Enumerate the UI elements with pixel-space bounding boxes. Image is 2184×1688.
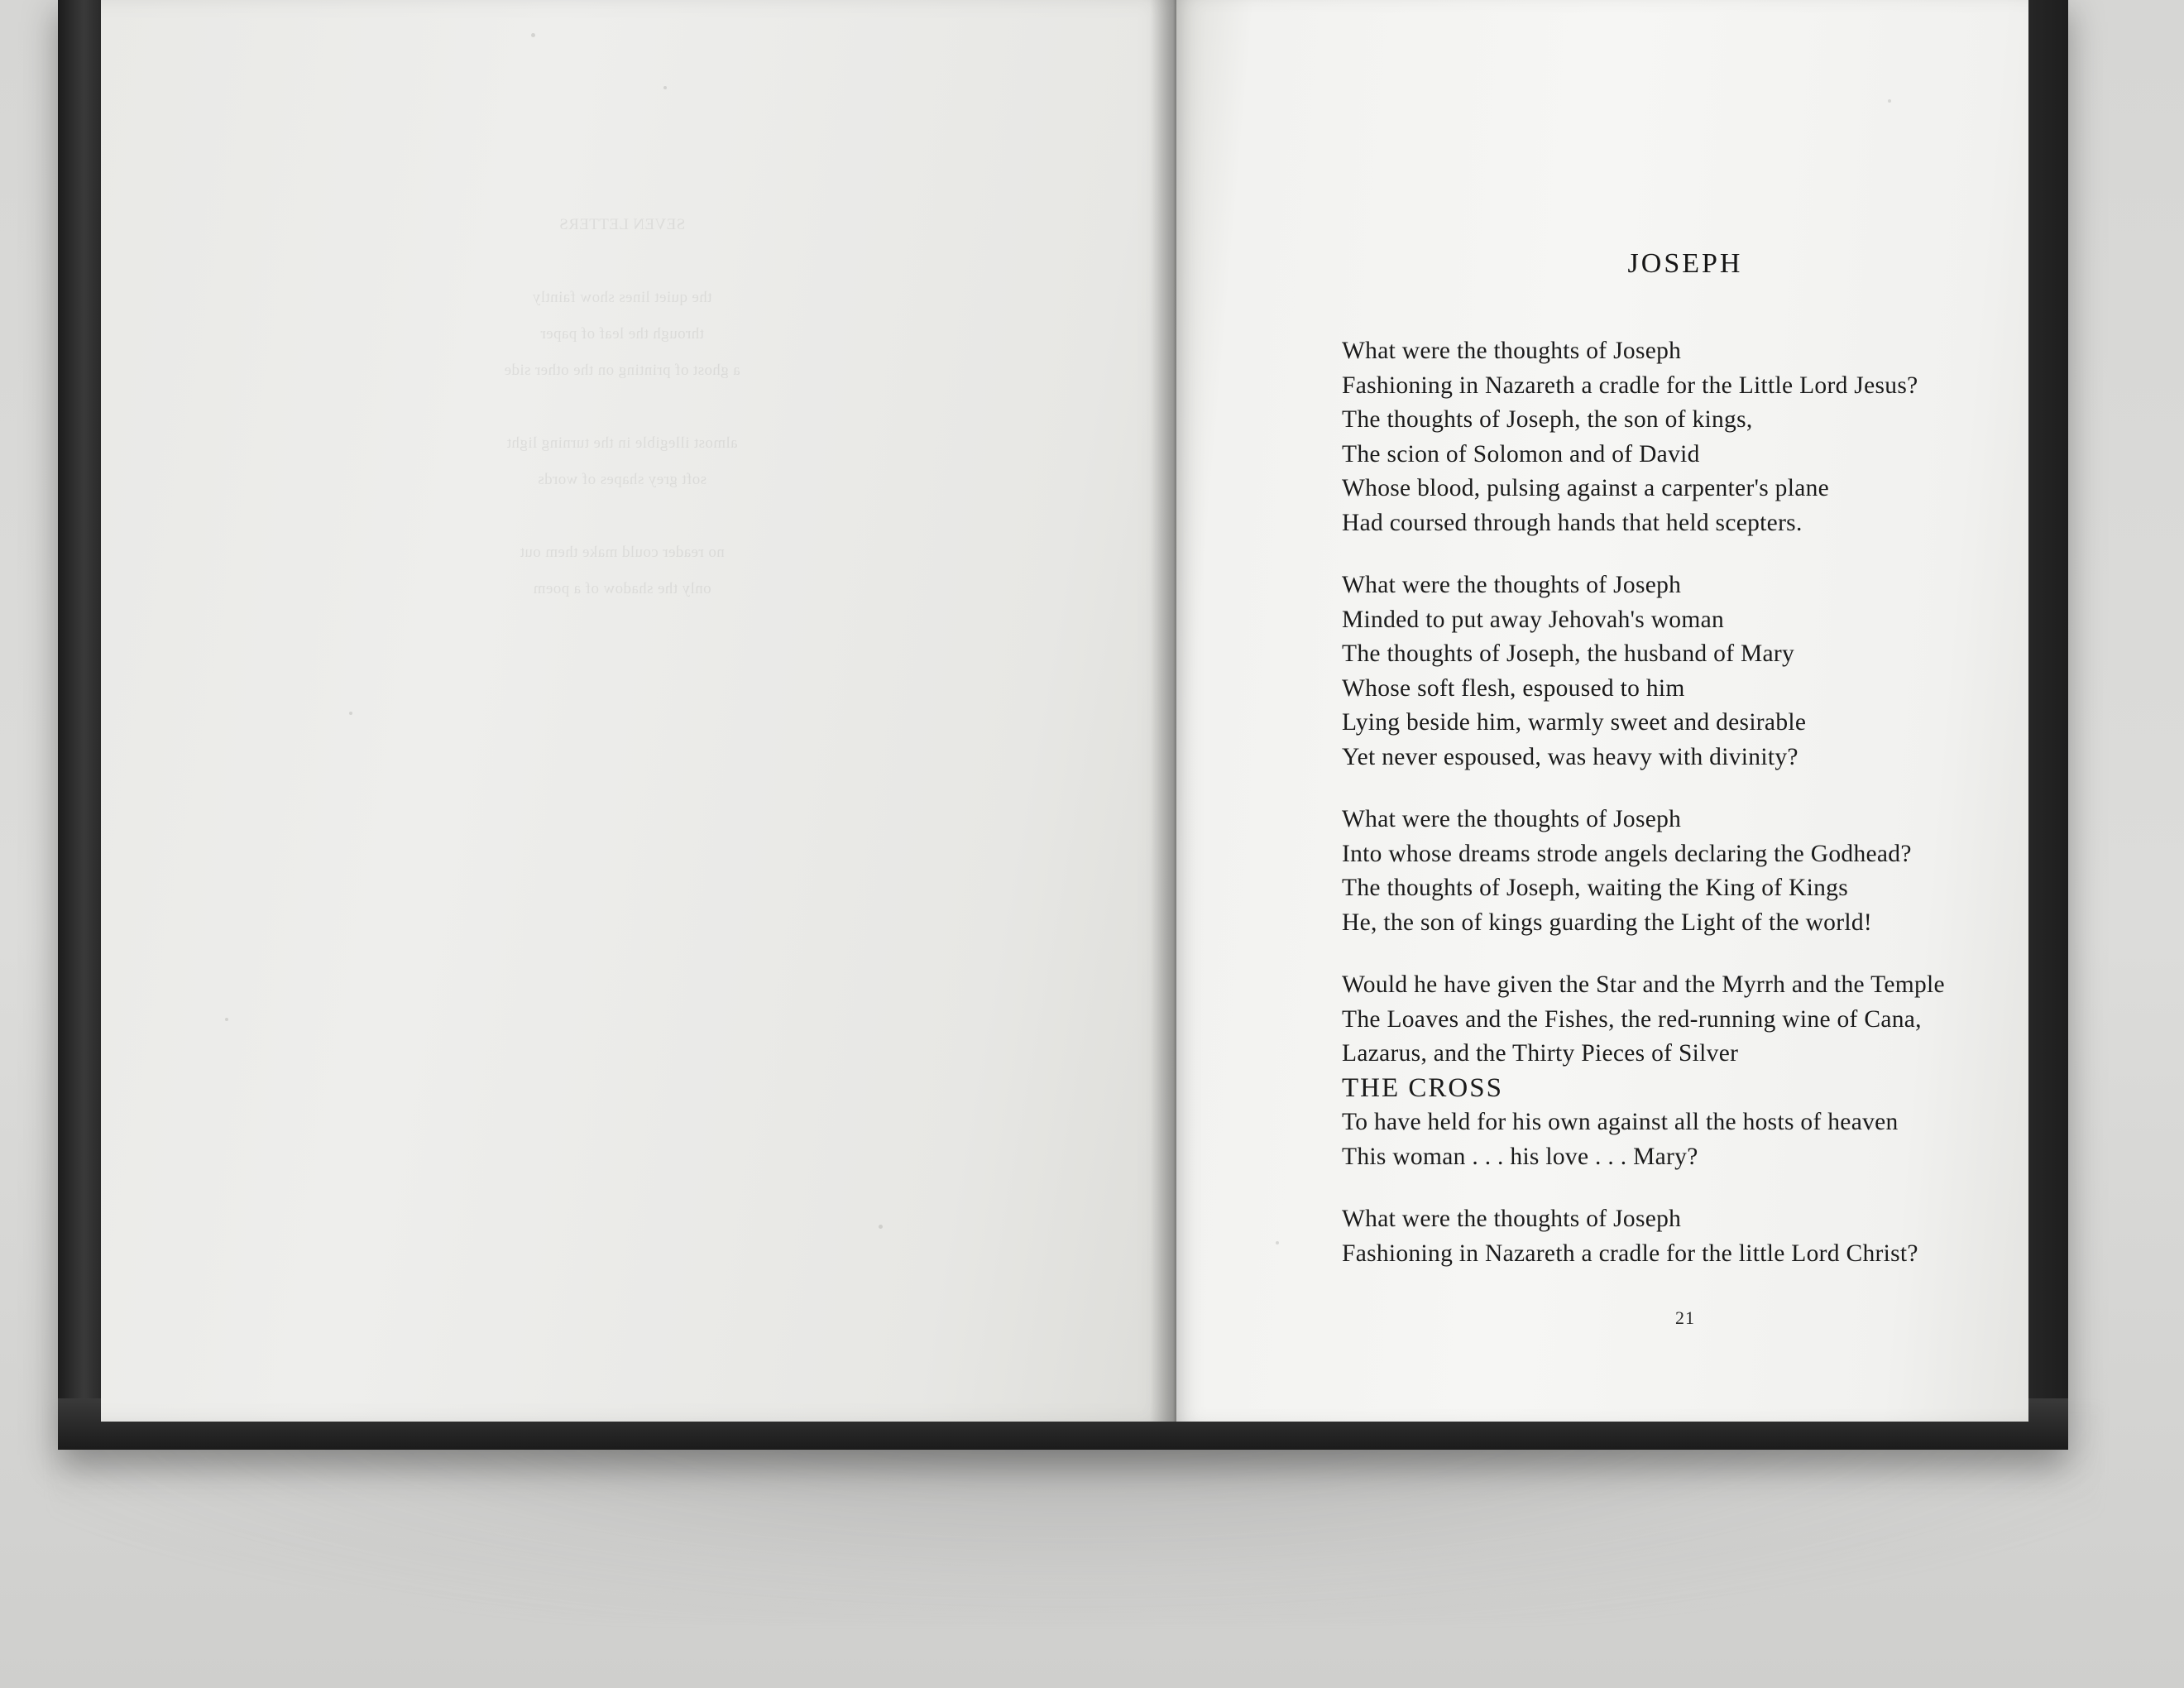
poem-line: What were the thoughts of Joseph — [1342, 1206, 1682, 1232]
poem-line: Lying beside him, warmly sweet and desirable — [1342, 709, 1807, 736]
poem-line: What were the thoughts of Joseph — [1342, 806, 1682, 832]
poem-line: The Loaves and the Fishes, the red-running wine of Cana, — [1342, 1005, 1922, 1033]
poem-line: Would he have given the Star and the Myrrh and the Temple — [1342, 971, 1945, 998]
poem-line: To have held for his own against all the hosts of heaven — [1342, 1109, 1899, 1135]
poem-body — [1342, 248, 2028, 1329]
poem-line: Lazarus, and the Thirty Pieces of Silver — [1342, 1040, 1739, 1067]
stanza — [1342, 803, 2028, 940]
stanza — [1342, 568, 2028, 774]
stanza — [1342, 968, 2028, 1174]
paper-speck — [879, 1225, 883, 1229]
poem-line: Yet never espoused, was heavy with divinity? — [1342, 743, 1798, 770]
poem-line: The thoughts of Joseph, the husband of Mary — [1342, 640, 1795, 667]
poem-title: JOSEPH — [1627, 248, 1743, 279]
poem-line: Whose soft flesh, espoused to him — [1342, 674, 1685, 702]
poem-line: Minded to put away Jehovah's woman — [1342, 606, 1725, 633]
poem-line: Into whose dreams strode angels declaring the Godhead? — [1342, 840, 1912, 867]
poem-line: The thoughts of Joseph, waiting the King of Kings — [1342, 875, 1849, 901]
paper-speck — [663, 86, 667, 89]
poem-line: Whose blood, pulsing against a carpenter's plane — [1342, 475, 1830, 501]
poem-line: This woman . . . his love . . . Mary? — [1342, 1143, 1698, 1170]
page-showthrough-text: SEVEN LETTERS the quiet lines show faintly through the leaf of paper a ghost of printing on the other side almost illegible in the turning light soft grey shapes of words no reader could make them out only the shadow of a poem — [504, 216, 740, 597]
cover-left-edge — [58, 0, 101, 1448]
poem-line: Fashioning in Nazareth a cradle for the Little Lord Jesus? — [1342, 372, 1918, 399]
paper-speck — [1888, 99, 1891, 103]
poem-line-the-cross: THE CROSS — [1342, 1072, 1503, 1103]
paper-speck — [1276, 1241, 1279, 1244]
stanza — [1342, 334, 2028, 540]
poem-line: The thoughts of Joseph, the son of kings, — [1342, 406, 1753, 433]
poem-line: What were the thoughts of Joseph — [1342, 572, 1682, 598]
right-page — [1176, 0, 2028, 1422]
paper-speck — [349, 712, 352, 715]
poem-line: Had coursed through hands that held scepters. — [1342, 509, 1803, 536]
poem-line: What were the thoughts of Joseph — [1342, 338, 1682, 364]
page-number: 21 — [1675, 1307, 1695, 1328]
stanza — [1342, 1202, 2028, 1271]
poem-line: Fashioning in Nazareth a cradle for the little Lord Christ? — [1342, 1240, 1918, 1267]
paper-speck — [531, 33, 535, 37]
poem-line: The scion of Solomon and of David — [1342, 440, 1700, 468]
paper-speck — [225, 1018, 228, 1021]
poem-line: He, the son of kings guarding the Light of the world! — [1342, 909, 1873, 936]
open-book — [58, 0, 2068, 1444]
left-page — [101, 0, 1176, 1422]
